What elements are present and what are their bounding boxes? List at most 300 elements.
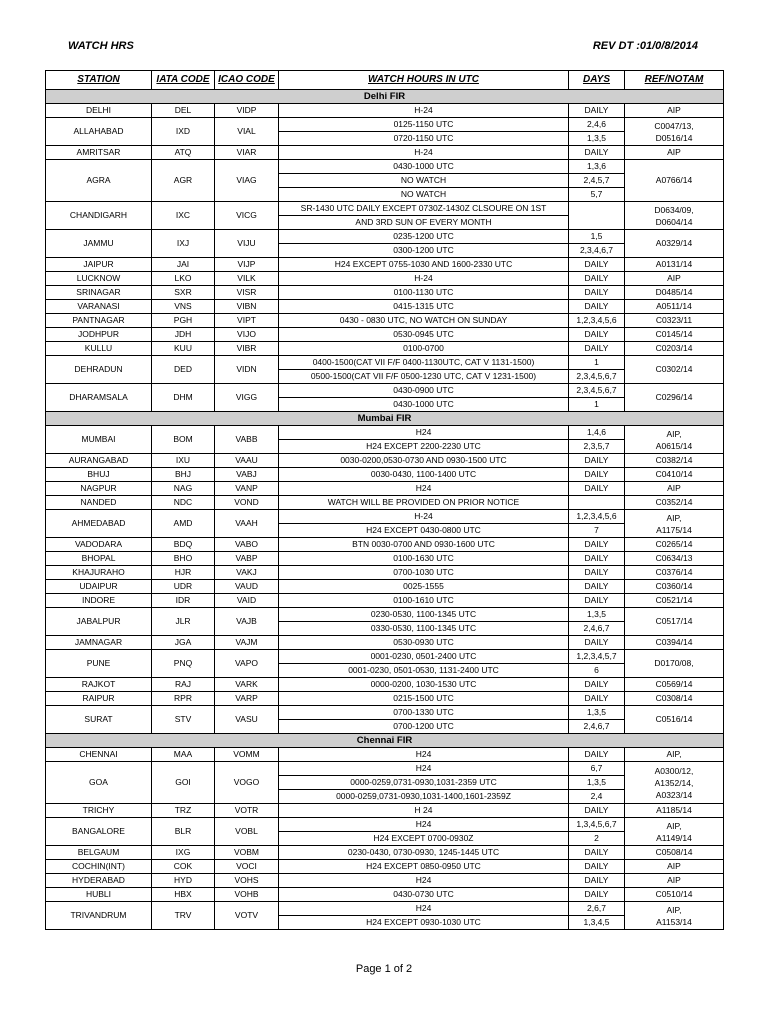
iata-code-cell-text: HYD bbox=[174, 875, 192, 885]
station-cell bbox=[46, 804, 152, 818]
iata-code-cell-text: UDR bbox=[173, 581, 193, 591]
icao-code-cell bbox=[215, 888, 279, 902]
iata-code-cell-text: DED bbox=[174, 364, 192, 374]
iata-code-cell bbox=[152, 454, 215, 468]
watch-hours-cell-text: 0500-1500(CAT VII F/F 0500-1230 UTC, CAT V 1231-1500) bbox=[310, 371, 537, 381]
watch-hours-cell-text: 0230-0430, 0730-0930, 1245-1445 UTC bbox=[347, 847, 500, 857]
table-row bbox=[46, 146, 724, 160]
icao-code-cell bbox=[215, 286, 279, 300]
iata-code-cell-text: AMD bbox=[173, 518, 193, 528]
icao-code-cell-text: VABB bbox=[235, 434, 258, 444]
watch-hours-cell bbox=[279, 594, 569, 608]
ref-notam-cell bbox=[625, 496, 724, 510]
icao-code-cell-text: VOTV bbox=[234, 910, 259, 920]
table-row bbox=[46, 160, 724, 174]
table-row bbox=[46, 356, 724, 370]
watch-hours-cell bbox=[279, 328, 569, 342]
icao-code-cell-text: VIGG bbox=[235, 392, 258, 402]
ref-notam-cell-line: A0615/14 bbox=[655, 440, 693, 451]
days-cell-text: DAILY bbox=[584, 847, 609, 857]
watch-hours-cell-text: 0000-0259,0731-0930,1031-2359 UTC bbox=[350, 777, 497, 787]
icao-code-cell-text: VIPT bbox=[237, 315, 256, 325]
icao-code-cell-text: VOTR bbox=[234, 805, 259, 815]
ref-notam-cell bbox=[625, 300, 724, 314]
ref-notam-cell bbox=[625, 202, 724, 230]
iata-code-cell bbox=[152, 202, 215, 230]
days-cell bbox=[569, 202, 625, 230]
ref-notam-cell-text: C0521/14 bbox=[655, 595, 693, 605]
watch-hours-cell bbox=[279, 874, 569, 888]
days-cell bbox=[569, 874, 625, 888]
watch-hours-cell bbox=[279, 300, 569, 314]
ref-notam-cell-text: C0569/14 bbox=[655, 679, 693, 689]
ref-notam-cell bbox=[625, 426, 724, 454]
ref-notam-cell-text: D0170/08, bbox=[654, 658, 694, 668]
watch-hours-cell-text: H 24 bbox=[414, 805, 433, 815]
icao-code-cell bbox=[215, 482, 279, 496]
icao-code-cell-text: VILK bbox=[237, 273, 256, 283]
icao-code-cell bbox=[215, 258, 279, 272]
station-cell bbox=[46, 608, 152, 636]
table-row bbox=[46, 874, 724, 888]
icao-code-cell-text: VANP bbox=[235, 483, 258, 493]
iata-code-cell bbox=[152, 356, 215, 384]
ref-notam-cell bbox=[625, 594, 724, 608]
ref-notam-cell-text: C0203/14 bbox=[655, 343, 693, 353]
table-row bbox=[46, 706, 724, 720]
days-cell-text: DAILY bbox=[584, 595, 609, 605]
watch-hours-cell-text: H-24 bbox=[414, 147, 433, 157]
icao-code-cell bbox=[215, 678, 279, 692]
ref-notam-cell bbox=[625, 888, 724, 902]
watch-hours-cell bbox=[279, 440, 569, 454]
station-cell bbox=[46, 510, 152, 538]
station-cell-text: RAJKOT bbox=[81, 679, 116, 689]
iata-code-cell-text: ATQ bbox=[174, 147, 192, 157]
station-cell bbox=[46, 650, 152, 678]
watch-hours-cell-text: 0700-1030 UTC bbox=[393, 567, 454, 577]
ref-notam-cell bbox=[625, 286, 724, 300]
watch-hours-cell bbox=[279, 832, 569, 846]
station-cell bbox=[46, 566, 152, 580]
icao-code-cell-text: VOHS bbox=[234, 875, 259, 885]
days-cell bbox=[569, 678, 625, 692]
ref-notam-cell-line: AIP, bbox=[666, 512, 682, 523]
watch-hours-cell bbox=[279, 846, 569, 860]
ref-notam-cell-text: C0510/14 bbox=[655, 889, 693, 899]
icao-code-cell bbox=[215, 636, 279, 650]
watch-hours-cell bbox=[279, 818, 569, 832]
watch-hours-cell bbox=[279, 216, 569, 230]
ref-notam-cell-text: C0145/14 bbox=[655, 329, 693, 339]
icao-code-cell bbox=[215, 874, 279, 888]
days-cell bbox=[569, 818, 625, 832]
ref-notam-cell-line: A1175/14 bbox=[656, 524, 692, 535]
iata-code-cell bbox=[152, 258, 215, 272]
watch-hours-cell-text: 0100-0700 bbox=[403, 343, 444, 353]
watch-hours-cell bbox=[279, 188, 569, 202]
icao-code-cell bbox=[215, 566, 279, 580]
iata-code-cell-text: HBX bbox=[174, 889, 192, 899]
watch-hours-cell bbox=[279, 272, 569, 286]
days-cell-text: DAILY bbox=[584, 287, 609, 297]
watch-hours-cell bbox=[279, 132, 569, 146]
station-cell-text: CHANDIGARH bbox=[69, 210, 128, 220]
icao-code-cell-text: VOHB bbox=[234, 889, 259, 899]
station-cell bbox=[46, 146, 152, 160]
watch-hours-cell bbox=[279, 636, 569, 650]
station-cell bbox=[46, 328, 152, 342]
icao-code-cell-text: VAJM bbox=[235, 637, 258, 647]
col-header-station: STATION bbox=[46, 71, 152, 90]
days-cell bbox=[569, 650, 625, 664]
days-cell bbox=[569, 706, 625, 720]
days-cell bbox=[569, 720, 625, 734]
days-cell bbox=[569, 790, 625, 804]
table-row bbox=[46, 804, 724, 818]
days-cell bbox=[569, 622, 625, 636]
iata-code-cell-text: NAG bbox=[173, 483, 193, 493]
days-cell bbox=[569, 776, 625, 790]
station-cell-text: NANDED bbox=[80, 497, 117, 507]
icao-code-cell bbox=[215, 594, 279, 608]
ref-notam-cell-text: AIP bbox=[667, 273, 681, 283]
station-cell bbox=[46, 356, 152, 384]
days-cell-text: DAILY bbox=[584, 273, 609, 283]
icao-code-cell-text: VOMM bbox=[233, 749, 260, 759]
ref-notam-cell-text: A0131/14 bbox=[655, 259, 693, 269]
iata-code-cell bbox=[152, 496, 215, 510]
watch-hours-cell-text: 0215-1500 UTC bbox=[393, 693, 454, 703]
days-cell bbox=[569, 384, 625, 398]
icao-code-cell bbox=[215, 202, 279, 230]
watch-hours-cell-text: 0430-1000 UTC bbox=[393, 399, 454, 409]
watch-hours-cell-text: 0720-1150 UTC bbox=[393, 133, 454, 143]
document-title: WATCH HRS bbox=[68, 40, 134, 52]
fir-title: Chennai FIR bbox=[46, 734, 724, 748]
station-cell-text: COCHIN(INT) bbox=[72, 861, 125, 871]
icao-code-cell bbox=[215, 496, 279, 510]
days-cell bbox=[569, 832, 625, 846]
station-cell bbox=[46, 482, 152, 496]
ref-notam-cell-text: AIP bbox=[667, 875, 681, 885]
ref-notam-cell-text: C0634/13 bbox=[655, 553, 693, 563]
icao-code-cell-text: VIAG bbox=[236, 175, 257, 185]
ref-notam-cell bbox=[625, 384, 724, 412]
station-cell-text: JABALPUR bbox=[76, 616, 121, 626]
ref-notam-cell-line: A0300/12, bbox=[654, 765, 694, 776]
icao-code-cell bbox=[215, 328, 279, 342]
days-cell-text: 5,7 bbox=[590, 189, 603, 199]
days-cell bbox=[569, 636, 625, 650]
table-row bbox=[46, 342, 724, 356]
watch-hours-cell-text: NO WATCH bbox=[400, 175, 447, 185]
watch-hours-cell-text: 0025-1555 bbox=[403, 581, 444, 591]
icao-code-cell bbox=[215, 356, 279, 384]
ref-notam-cell bbox=[625, 902, 724, 930]
days-cell bbox=[569, 482, 625, 496]
watch-hours-cell-text: H24 EXCEPT 2200-2230 UTC bbox=[366, 441, 481, 451]
watch-hours-cell bbox=[279, 426, 569, 440]
iata-code-cell bbox=[152, 160, 215, 202]
station-cell bbox=[46, 160, 152, 202]
station-cell bbox=[46, 286, 152, 300]
ref-notam-cell-text: C0517/14 bbox=[655, 616, 693, 626]
days-cell-text: DAILY bbox=[584, 581, 609, 591]
fir-section-header bbox=[46, 734, 724, 748]
iata-code-cell bbox=[152, 748, 215, 762]
table-row bbox=[46, 762, 724, 776]
days-cell-text: 1 bbox=[594, 357, 599, 367]
iata-code-cell bbox=[152, 510, 215, 538]
days-cell bbox=[569, 692, 625, 706]
watch-hours-cell-text: 0100-1630 UTC bbox=[393, 553, 454, 563]
iata-code-cell-text: LKO bbox=[174, 273, 192, 283]
table-row bbox=[46, 272, 724, 286]
iata-code-cell bbox=[152, 860, 215, 874]
ref-notam-cell bbox=[625, 580, 724, 594]
icao-code-cell-text: VABO bbox=[235, 539, 258, 549]
days-cell-text: 2,3,4,5,6,7 bbox=[576, 385, 617, 395]
days-cell-text: DAILY bbox=[584, 875, 609, 885]
table-row bbox=[46, 510, 724, 524]
ref-notam-cell-line: A1149/14 bbox=[656, 832, 692, 843]
iata-code-cell-text: BHJ bbox=[174, 469, 192, 479]
icao-code-cell-text: VOBL bbox=[235, 826, 258, 836]
watch-hours-cell-text: 0300-1200 UTC bbox=[393, 245, 454, 255]
icao-code-cell bbox=[215, 230, 279, 258]
table-row bbox=[46, 538, 724, 552]
ref-notam-cell bbox=[625, 314, 724, 328]
icao-code-cell bbox=[215, 384, 279, 412]
station-cell bbox=[46, 468, 152, 482]
watch-hours-cell bbox=[279, 552, 569, 566]
days-cell-text: 1,2,3,4,5,7 bbox=[576, 651, 617, 661]
table-row bbox=[46, 328, 724, 342]
station-cell-text: BHOPAL bbox=[81, 553, 116, 563]
table-header-row bbox=[46, 71, 724, 90]
days-cell bbox=[569, 888, 625, 902]
icao-code-cell bbox=[215, 538, 279, 552]
iata-code-cell-text: NDC bbox=[173, 497, 193, 507]
days-cell bbox=[569, 594, 625, 608]
ref-notam-cell-line: D0516/14 bbox=[655, 132, 693, 143]
days-cell-text: DAILY bbox=[584, 553, 609, 563]
ref-notam-cell bbox=[625, 804, 724, 818]
icao-code-cell-text: VARK bbox=[235, 679, 258, 689]
watch-hours-cell bbox=[279, 230, 569, 244]
watch-hours-cell-text: H24 EXCEPT 0850-0950 UTC bbox=[366, 861, 481, 871]
days-cell-text: 1,3,5 bbox=[587, 777, 606, 787]
ref-notam-cell-line: AIP, bbox=[666, 428, 682, 439]
icao-code-cell-text: VIJO bbox=[237, 329, 256, 339]
icao-code-cell-text: VAKJ bbox=[236, 567, 257, 577]
station-cell-text: VARANASI bbox=[77, 301, 120, 311]
station-cell-text: AHMEDABAD bbox=[71, 518, 126, 528]
ref-notam-cell bbox=[625, 160, 724, 202]
days-cell bbox=[569, 314, 625, 328]
days-cell-text: 1,3,6 bbox=[587, 161, 606, 171]
table-row bbox=[46, 818, 724, 832]
iata-code-cell-text: PNQ bbox=[173, 658, 193, 668]
station-cell bbox=[46, 692, 152, 706]
watch-hours-cell-text: H24 EXCEPT 0700-0930Z bbox=[373, 833, 474, 843]
icao-code-cell bbox=[215, 804, 279, 818]
days-cell-text: DAILY bbox=[584, 539, 609, 549]
days-cell-text: DAILY bbox=[584, 105, 609, 115]
iata-code-cell bbox=[152, 118, 215, 146]
iata-code-cell-text: TRV bbox=[174, 910, 192, 920]
ref-notam-cell bbox=[625, 328, 724, 342]
iata-code-cell-text: DHM bbox=[173, 392, 193, 402]
watch-hours-cell bbox=[279, 664, 569, 678]
days-cell bbox=[569, 552, 625, 566]
station-cell bbox=[46, 454, 152, 468]
station-cell bbox=[46, 300, 152, 314]
iata-code-cell-text: STV bbox=[174, 714, 192, 724]
watch-hours-cell-text: 0700-1200 UTC bbox=[393, 721, 454, 731]
ref-notam-cell-line: D0604/14 bbox=[655, 216, 693, 227]
days-cell-text: DAILY bbox=[584, 693, 609, 703]
iata-code-cell bbox=[152, 804, 215, 818]
icao-code-cell-text: VASU bbox=[235, 714, 258, 724]
col-header-days: DAYS bbox=[569, 71, 625, 90]
iata-code-cell bbox=[152, 650, 215, 678]
icao-code-cell-text: VICG bbox=[236, 210, 257, 220]
icao-code-cell-text: VIJU bbox=[237, 238, 256, 248]
station-cell-text: HUBLI bbox=[85, 889, 112, 899]
days-cell bbox=[569, 188, 625, 202]
ref-notam-cell-text: A0511/14 bbox=[656, 301, 692, 311]
days-cell-text: 1,2,3,4,5,6 bbox=[576, 511, 617, 521]
station-cell-text: SURAT bbox=[84, 714, 113, 724]
icao-code-cell bbox=[215, 902, 279, 930]
station-cell bbox=[46, 342, 152, 356]
days-cell bbox=[569, 426, 625, 440]
ref-notam-cell bbox=[625, 692, 724, 706]
icao-code-cell bbox=[215, 762, 279, 804]
station-cell-text: HYDERABAD bbox=[72, 875, 125, 885]
iata-code-cell bbox=[152, 678, 215, 692]
station-cell-text: LUCKNOW bbox=[76, 273, 121, 283]
station-cell-text: KULLU bbox=[84, 343, 113, 353]
watch-hours-cell bbox=[279, 104, 569, 118]
iata-code-cell bbox=[152, 146, 215, 160]
watch-hours-cell-text: H-24 bbox=[414, 511, 433, 521]
icao-code-cell bbox=[215, 608, 279, 636]
station-cell-text: BELGAUM bbox=[77, 847, 120, 857]
days-cell-text: DAILY bbox=[584, 329, 609, 339]
ref-notam-cell-text: C0410/14 bbox=[655, 469, 693, 479]
iata-code-cell bbox=[152, 300, 215, 314]
ref-notam-cell-text: C0302/14 bbox=[655, 364, 693, 374]
watch-hours-cell bbox=[279, 608, 569, 622]
watch-hours-cell-text: 0530-0945 UTC bbox=[393, 329, 454, 339]
icao-code-cell-text: VIBN bbox=[236, 301, 257, 311]
icao-code-cell bbox=[215, 146, 279, 160]
iata-code-cell-text: COK bbox=[173, 861, 193, 871]
station-cell-text: INDORE bbox=[81, 595, 116, 605]
iata-code-cell bbox=[152, 902, 215, 930]
watch-hours-cell-text: 0530-0930 UTC bbox=[393, 637, 454, 647]
table-row bbox=[46, 608, 724, 622]
iata-code-cell-text: IXJ bbox=[176, 238, 190, 248]
iata-code-cell-text: RAJ bbox=[174, 679, 192, 689]
ref-notam-cell bbox=[625, 748, 724, 762]
ref-notam-cell-text: C0265/14 bbox=[655, 539, 693, 549]
iata-code-cell-text: JAI bbox=[176, 259, 190, 269]
iata-code-cell-text: IXG bbox=[175, 847, 191, 857]
iata-code-cell-text: BHO bbox=[173, 553, 193, 563]
ref-notam-cell-line: D0634/09, bbox=[654, 204, 694, 215]
iata-code-cell bbox=[152, 384, 215, 412]
iata-code-cell-text: VNS bbox=[174, 301, 192, 311]
station-cell-text: MUMBAI bbox=[81, 434, 116, 444]
station-cell-text: TRICHY bbox=[82, 805, 115, 815]
station-cell-text: AGRA bbox=[86, 175, 111, 185]
watch-hours-cell bbox=[279, 398, 569, 412]
icao-code-cell bbox=[215, 860, 279, 874]
ref-notam-cell bbox=[625, 706, 724, 734]
ref-notam-cell bbox=[625, 860, 724, 874]
iata-code-cell-text: HJR bbox=[174, 567, 192, 577]
icao-code-cell-text: VOGO bbox=[233, 777, 260, 787]
watch-hours-cell-text: 0415-1315 UTC bbox=[393, 301, 454, 311]
col-header-iata: IATA CODE bbox=[152, 71, 215, 90]
days-cell bbox=[569, 398, 625, 412]
watch-hours-cell-text: 0030-0430, 1100-1400 UTC bbox=[370, 469, 477, 479]
days-cell-text: 1,4,6 bbox=[587, 427, 606, 437]
table-row bbox=[46, 286, 724, 300]
iata-code-cell bbox=[152, 846, 215, 860]
days-cell-text: 2,4,6,7 bbox=[583, 623, 610, 633]
iata-code-cell-text: IXU bbox=[175, 455, 191, 465]
iata-code-cell bbox=[152, 706, 215, 734]
station-cell bbox=[46, 538, 152, 552]
ref-notam-cell-text: AIP bbox=[667, 861, 681, 871]
ref-notam-cell-text: C0352/14 bbox=[655, 497, 693, 507]
watch-hours-cell bbox=[279, 748, 569, 762]
iata-code-cell bbox=[152, 286, 215, 300]
watch-hours-cell-text: H24 bbox=[415, 763, 432, 773]
watch-hours-cell bbox=[279, 650, 569, 664]
days-cell-text: 1 bbox=[594, 399, 599, 409]
station-cell bbox=[46, 552, 152, 566]
icao-code-cell bbox=[215, 104, 279, 118]
icao-code-cell-text: VISR bbox=[236, 287, 257, 297]
days-cell-text: DAILY bbox=[584, 567, 609, 577]
station-cell bbox=[46, 860, 152, 874]
station-cell-text: GOA bbox=[89, 777, 108, 787]
ref-notam-cell bbox=[625, 258, 724, 272]
ref-notam-cell bbox=[625, 272, 724, 286]
icao-code-cell-text: VIAR bbox=[236, 147, 257, 157]
station-cell-text: CHENNAI bbox=[79, 749, 118, 759]
watch-hours-cell-text: 0330-0530, 1100-1345 UTC bbox=[370, 623, 477, 633]
ref-notam-cell bbox=[625, 538, 724, 552]
watch-hours-cell-text: 0100-1610 UTC bbox=[393, 595, 454, 605]
iata-code-cell-text: IXD bbox=[175, 126, 191, 136]
fir-section-header bbox=[46, 90, 724, 104]
days-cell-text: DAILY bbox=[584, 805, 609, 815]
table-row bbox=[46, 496, 724, 510]
days-cell bbox=[569, 104, 625, 118]
iata-code-cell-text: IXC bbox=[175, 210, 191, 220]
watch-hours-cell-text: 0125-1150 UTC bbox=[393, 119, 454, 129]
watch-hours-cell bbox=[279, 860, 569, 874]
station-cell bbox=[46, 888, 152, 902]
days-cell bbox=[569, 300, 625, 314]
